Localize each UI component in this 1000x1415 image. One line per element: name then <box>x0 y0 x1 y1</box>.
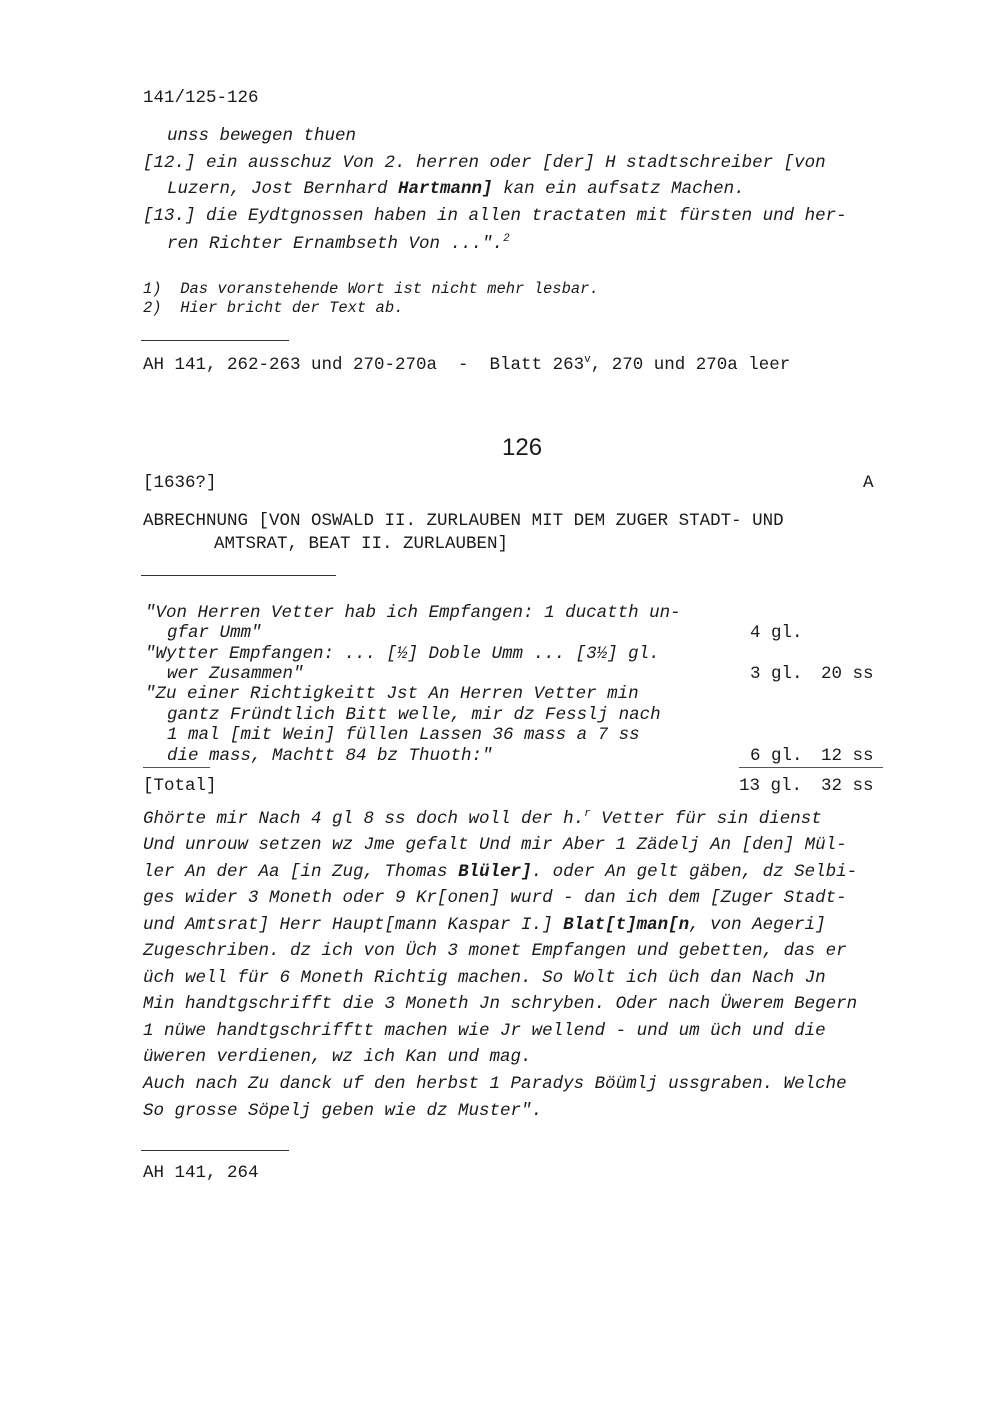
entry-3-gl: 6 gl. <box>750 746 803 766</box>
total-ss: 32 ss <box>821 776 874 796</box>
document-number: 126 <box>502 434 543 461</box>
entry-1-line-1: "Von Herren Vetter hab ich Empfangen: 1 ducatth un- <box>145 603 681 623</box>
entry-1-line-2: gfar Umm" <box>167 623 262 643</box>
entries-rule-right <box>739 767 883 768</box>
entry-2-line-2: wer Zusammen" <box>167 664 304 684</box>
prev-line-3-a: Luzern, Jost Bernhard <box>167 179 399 199</box>
entry-1-gl: 4 gl. <box>750 623 803 643</box>
footnote-1: 1) Das voranstehende Wort ist nicht mehr lesbar. <box>143 280 599 298</box>
body-line-2: Und unrouw setzen wz Jme gefalt Und mir Aber 1 Zädelj An [den] Mül- <box>143 835 847 855</box>
prev-line-4: [13.] die Eydtgnossen haben in allen tractaten mit fürsten und her- <box>143 206 847 226</box>
page-reference: 141/125-126 <box>143 88 259 108</box>
document-source: AH 141, 264 <box>143 1163 259 1183</box>
prev-line-1: unss bewegen thuen <box>167 126 357 146</box>
entry-2-gl: 3 gl. <box>750 664 803 684</box>
prev-line-5 <box>167 234 510 254</box>
footnote-marker-2: 2 <box>503 233 510 246</box>
document-marker: A <box>863 473 874 493</box>
prev-source-text: AH 141, 262-263 und 270-270a - Blatt 263 <box>143 355 585 375</box>
entries-rule-left <box>143 767 210 768</box>
body-line-11: Auch nach Zu danck uf den herbst 1 Paradys Böümlj ussgraben. Welche <box>143 1074 847 1094</box>
body-line-4: ges wider 3 Moneth oder 9 Kr[onen] wurd - dan ich dem [Zuger Stadt- <box>143 888 847 908</box>
source-rule-2 <box>141 1150 289 1151</box>
total-gl: 13 gl. <box>739 776 803 796</box>
prev-line-5-text: ren Richter Ernambseth Von ...". <box>167 234 504 254</box>
entry-3-line-1: "Zu einer Richtigkeitt Jst An Herren Vetter min <box>145 684 639 704</box>
body-line-1-sup: r <box>584 808 591 821</box>
total-label: [Total] <box>143 776 217 796</box>
body-line-5 <box>143 915 826 935</box>
body-line-9: 1 nüwe handtgschrifftt machen wie Jr wellend - und um üch und die <box>143 1021 826 1041</box>
body-line-5-b: , von Aegeri] <box>689 915 826 935</box>
document-title-2: AMTSRAT, BEAT II. ZURLAUBEN] <box>214 534 509 554</box>
prev-source-tail: , 270 und 270a leer <box>590 355 791 375</box>
title-rule <box>141 575 336 576</box>
prev-source-sup: v <box>584 354 591 367</box>
document-title-1: ABRECHNUNG [VON OSWALD II. ZURLAUBEN MIT DEM ZUGER STADT- UND <box>143 511 784 531</box>
prev-source <box>143 355 790 375</box>
body-line-12: So grosse Söpelj geben wie dz Muster". <box>143 1101 543 1121</box>
name-blueler: Blüler] <box>458 862 532 882</box>
body-line-5-a: und Amtsrat] Herr Haupt[mann Kaspar I.] <box>143 915 564 935</box>
body-line-1-b: Vetter für sin dienst <box>590 809 822 829</box>
source-rule-1 <box>141 340 289 341</box>
prev-line-2: [12.] ein ausschuz Von 2. herren oder [der] H stadtschreiber [von <box>143 153 826 173</box>
body-line-3-a: ler An der Aa [in Zug, Thomas <box>143 862 459 882</box>
entry-3-line-2: gantz Fründtlich Bitt welle, mir dz Fesslj nach <box>167 705 661 725</box>
footnote-2: 2) Hier bricht der Text ab. <box>143 299 404 317</box>
prev-line-3 <box>167 179 745 199</box>
body-line-6: Zugeschriben. dz ich von Üch 3 monet Empfangen und gebetten, das er <box>143 941 847 961</box>
body-line-1 <box>143 809 822 829</box>
document-date: [1636?] <box>143 473 217 493</box>
entry-3-line-4: die mass, Machtt 84 bz Thuoth:" <box>167 746 493 766</box>
entry-3-ss: 12 ss <box>821 746 874 766</box>
body-line-3 <box>143 862 857 882</box>
body-line-10: üweren verdienen, wz ich Kan und mag. <box>143 1047 532 1067</box>
entry-2-line-1: "Wytter Empfangen: ... [½] Doble Umm ... [3½] gl. <box>145 644 660 664</box>
prev-line-3-b: kan ein aufsatz Machen. <box>492 179 745 199</box>
body-line-8: Min handtgschrifft die 3 Moneth Jn schryben. Oder nach Üwerem Begern <box>143 994 858 1014</box>
body-line-1-a: Ghörte mir Nach 4 gl 8 ss doch woll der h. <box>143 809 585 829</box>
name-hartmann: Hartmann] <box>398 179 493 199</box>
body-line-7: üch well für 6 Moneth Richtig machen. So Wolt ich üch dan Nach Jn <box>143 968 826 988</box>
name-blattmann: Blat[t]man[n <box>563 915 690 935</box>
entry-3-line-3: 1 mal [mit Wein] füllen Lassen 36 mass a 7 ss <box>167 725 640 745</box>
body-line-3-b: . oder An gelt gäben, dz Selbi- <box>531 862 858 882</box>
entry-2-ss: 20 ss <box>821 664 874 684</box>
